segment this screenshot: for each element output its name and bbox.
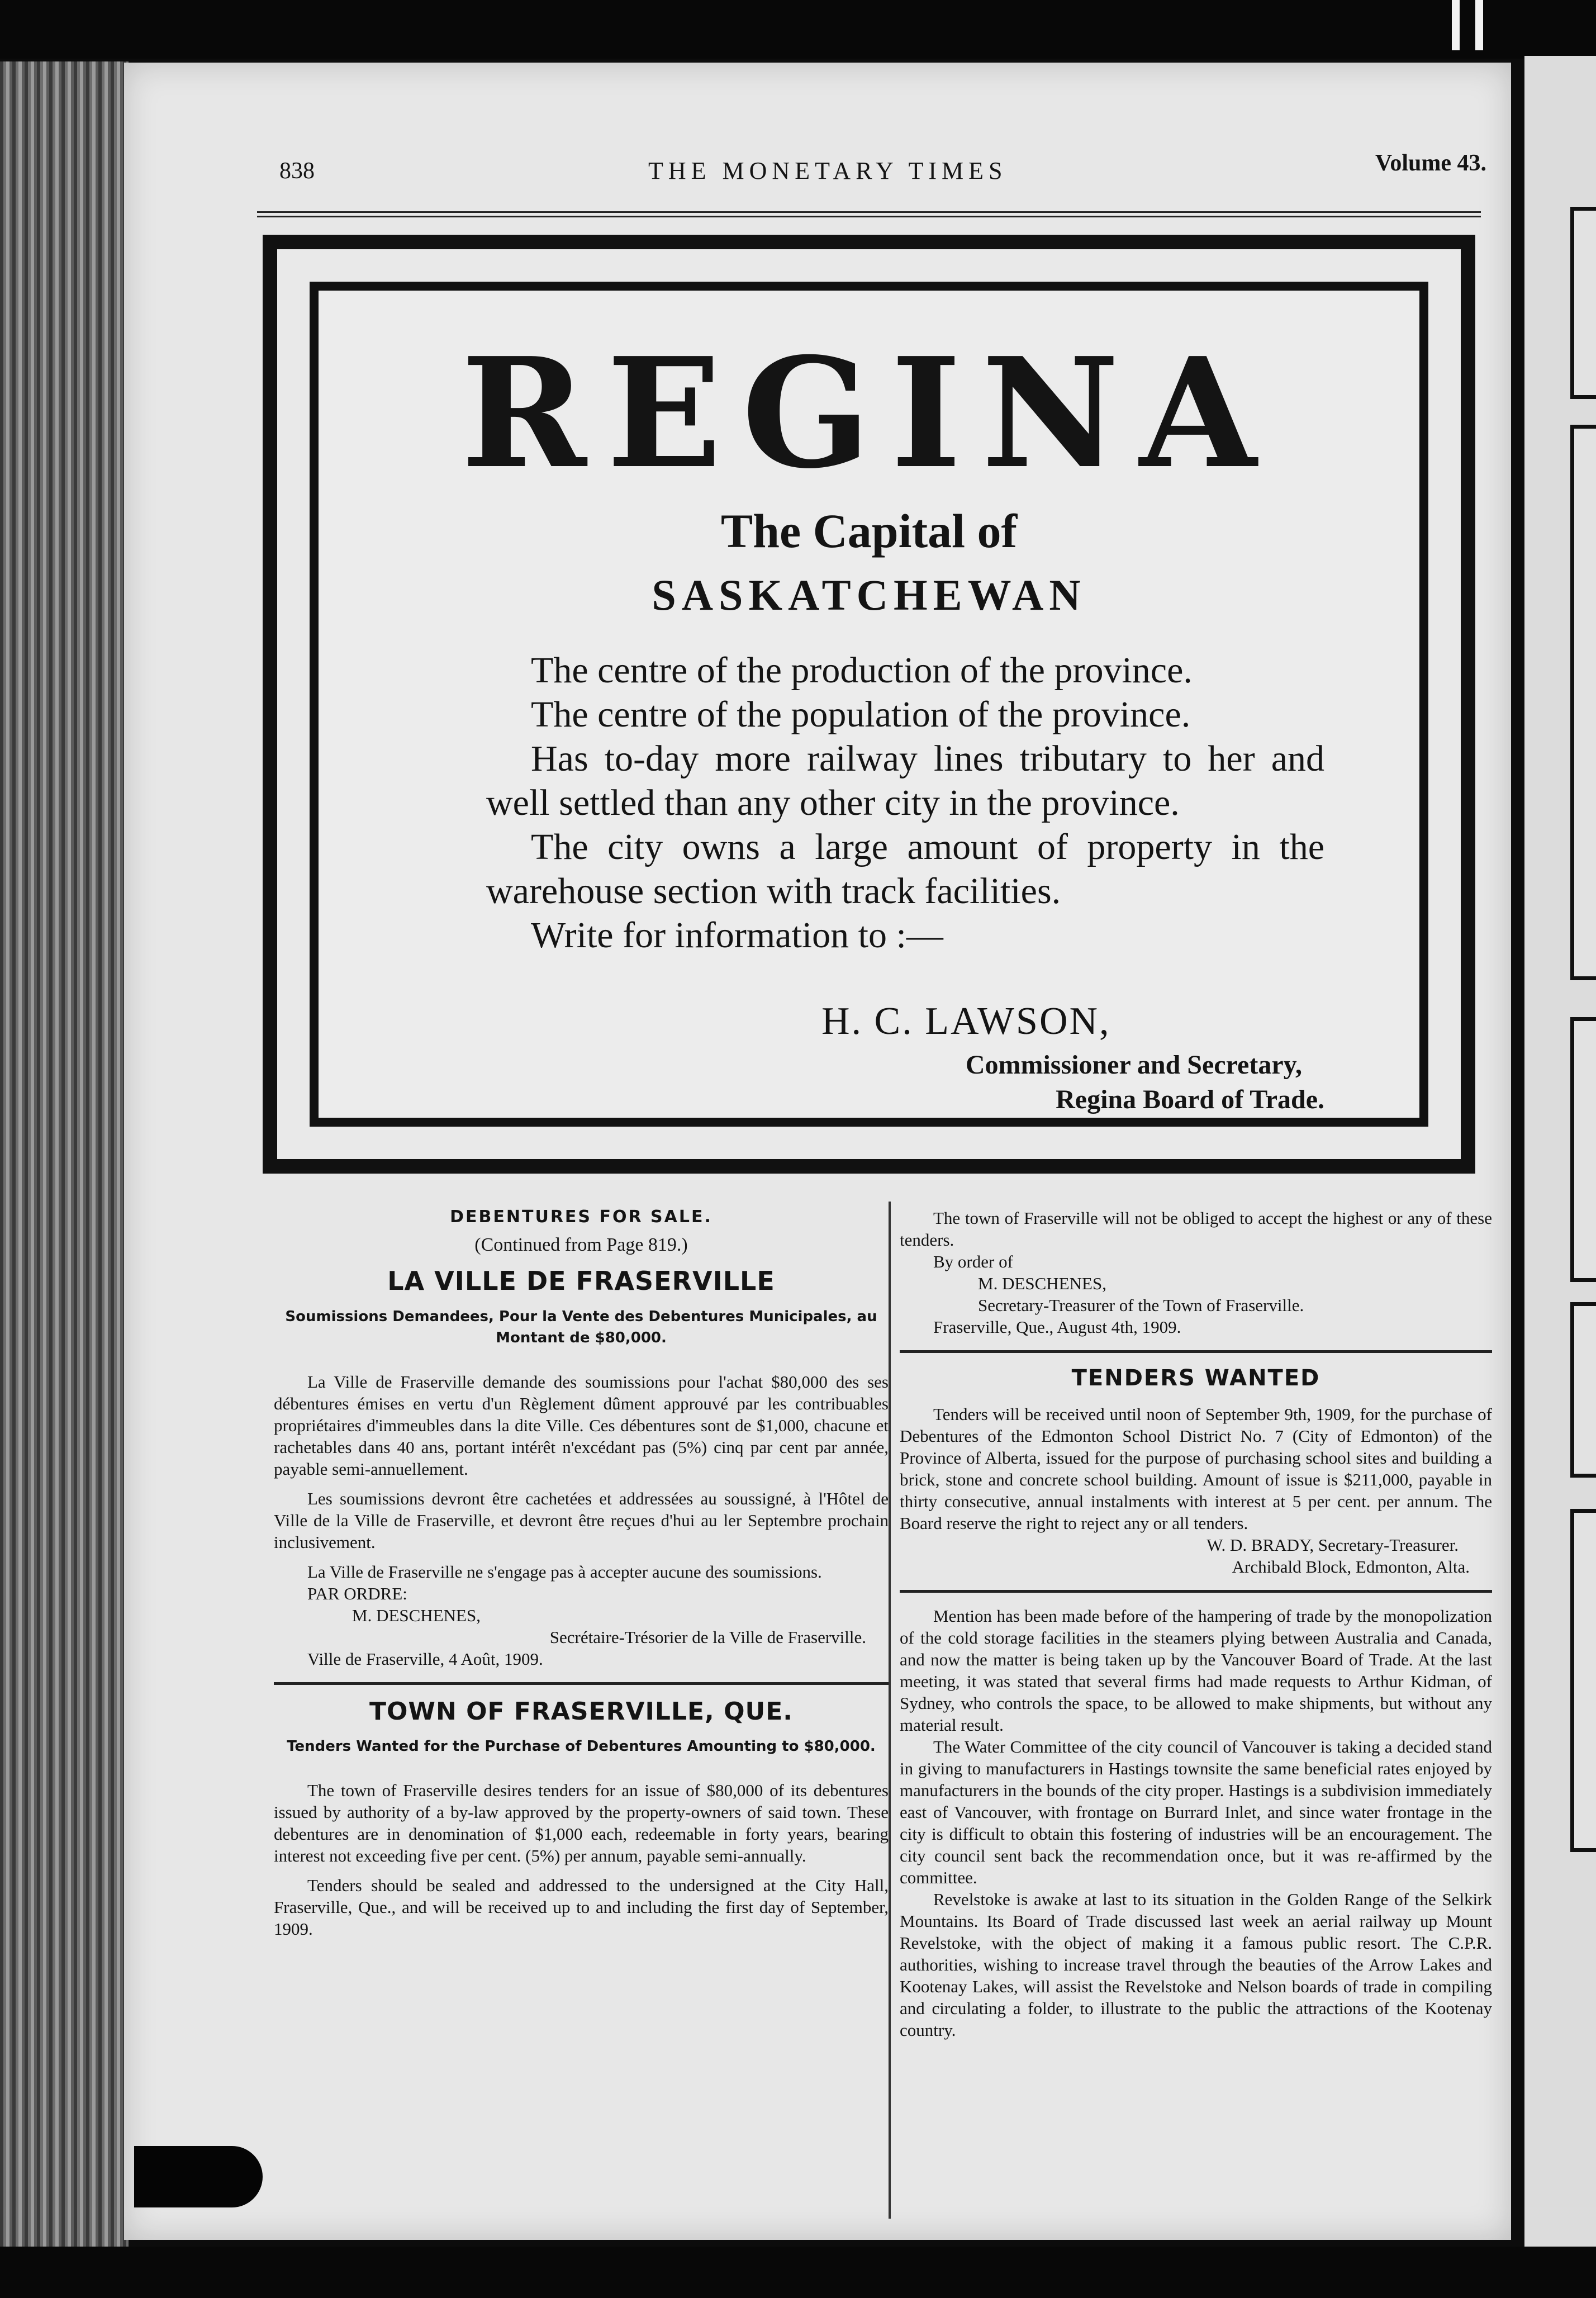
ville-signer-title: Secrétaire-Trésorier de la Ville de Fraserville. — [549, 1627, 866, 1647]
ville-dateline: Ville de Fraserville, 4 Août, 1909. — [307, 1649, 543, 1669]
column-divider — [889, 1202, 891, 2219]
page-number: 838 — [279, 158, 315, 184]
town-paragraph: Tenders should be sealed and addressed to the undersigned at the City Hall, Fraserville, Que., and will be received up to and including the first day of September, 1909. — [274, 1876, 889, 1939]
ad-body-line: Has to-day more railway lines tributary to her and well settled than any other city in the province. — [486, 738, 1324, 823]
town-signer: M. DESCHENES, — [978, 1274, 1106, 1293]
adjacent-page-box — [1570, 207, 1596, 399]
left-column — [274, 1207, 889, 2213]
ville-signer: M. DESCHENES, — [352, 1606, 481, 1625]
fraserville-continuation — [900, 1207, 1492, 1251]
adjacent-page-box — [1570, 1017, 1596, 1282]
right-column — [900, 1207, 1492, 2213]
adjacent-page-box — [1570, 1509, 1596, 1852]
ad-body-line: The city owns a large amount of property in the warehouse section with track facilities. — [486, 827, 1324, 911]
ad-body-line: The centre of the production of the province. — [531, 650, 1193, 691]
running-head — [279, 150, 1486, 194]
town-dateline: Fraserville, Que., August 4th, 1909. — [933, 1317, 1181, 1337]
ad-signature-title: Commissioner and Secretary, — [965, 1050, 1302, 1080]
news-paragraph: Revelstoke is awake at last to its situation in the Golden Range of the Selkirk Mountains. Its Board of Trade discussed last week an aerial railway up Mount Revelstoke, with the object of making it a famous public resort. The C.P.R. authorities, wishing to increase travel through the beauties of the Arrow Lakes and Kootenay Lakes, will assist the Revelstoke and Nelson boards of trade in compiling and circulating a folder, to illustrate to the public the attractions of the Kootenay country. — [900, 1889, 1492, 2040]
ad-province: SASKATCHEWAN — [652, 571, 1086, 619]
film-notch — [1452, 0, 1460, 50]
ville-paragraph: La Ville de Fraserville demande des soumissions pour l'achat $80,000 des ses débentures émises en vertu d'un Règlement dûment approuvé par les contribuables propriétaires d'immeubles dans la dite Ville. Ces débentures sont de $1,000, chacune et rachetables dans 40 ans, portant intérêt n'excédant pas (5%) cinq par cent par année, payable semi-annuellement. — [274, 1372, 889, 1479]
volume-label: Volume 43. — [1375, 150, 1486, 176]
tenders-text: Tenders will be received until noon of September 9th, 1909, for the purchase of Debentures of the Edmonton School District No. 7 (City of Edmonton) of the Province of Alberta, issued for the purpose of purchasing school sites and building a brick, stone and concrete school building. Amount of issue is $211,000, payable in thirty consecutive, annual instalments with interest at 5 per cent. per annum. The Board reserve the right to reject any or all tenders. — [900, 1404, 1492, 1533]
ad-signature-name: H. C. LAWSON, — [821, 1000, 1111, 1043]
section-rule — [900, 1590, 1492, 1593]
news-paragraph: The Water Committee of the city council of Vancouver is taking a decided stand in giving to manufacturers in Hastings townsite the same beneficial rates enjoyed by manufacturers in the bounds of the city proper. Hastings is a subdivision immediately east of Vancouver, with frontage on Burrard Inlet, and since water frontage in the city is difficult to obtain this fostering of industries will be an encouragement. The city council sent back the recommendation once, but it was re-affirmed by the committee. — [900, 1737, 1492, 1887]
section-rule — [900, 1350, 1492, 1353]
advertisement-inner-border — [310, 282, 1428, 1127]
book-spine — [0, 61, 129, 2275]
adjacent-page-box — [1570, 1302, 1596, 1478]
ad-body — [486, 648, 1324, 957]
section-rule — [274, 1682, 889, 1685]
film-frame-bottom — [0, 2247, 1596, 2298]
tenders-heading: TENDERS WANTED — [1071, 1365, 1320, 1391]
tenders-address: Archibald Block, Edmonton, Alta. — [1232, 1557, 1470, 1577]
film-frame-top — [0, 0, 1596, 59]
ad-body-line: Write for information to :— — [531, 915, 943, 956]
ville-paragraph: La Ville de Fraserville ne s'engage pas à accepter aucune des soumissions. — [307, 1562, 822, 1582]
news-items — [900, 1605, 1492, 2041]
ad-headline: REGINA — [461, 324, 1277, 502]
par-ordre: PAR ORDRE: — [307, 1584, 407, 1603]
town-paragraph: The town of Fraserville desires tenders for an issue of $80,000 of its debentures issued by authority of a by-law approved by the property-owners of said town. These debentures are in denomination of $1,000 each, redeemable in forty years, bearing interest not exceeding five per cent. (5%) per annum, payable semi-annually. — [274, 1781, 889, 1865]
ville-heading: LA VILLE DE FRASERVILLE — [387, 1266, 775, 1296]
tenders-body — [900, 1403, 1492, 1534]
ad-body-line: The centre of the population of the province. — [531, 694, 1191, 735]
adjacent-page-box — [1570, 425, 1596, 980]
ad-subhead: The Capital of — [720, 504, 1018, 558]
ville-subheading: Soumissions Demandees, Pour la Vente des Debentures Municipales, au Montant de $80,000. — [285, 1308, 877, 1346]
continuation-text: The town of Fraserville will not be obliged to accept the highest or any of these tenders. — [900, 1208, 1492, 1250]
town-subheading: Tenders Wanted for the Purchase of Debentures Amounting to $80,000. — [287, 1738, 876, 1755]
town-heading: TOWN OF FRASERVILLE, QUE. — [369, 1697, 793, 1726]
header-rule — [257, 211, 1481, 217]
ad-signature-organization: Regina Board of Trade. — [1056, 1085, 1324, 1114]
ville-notice-body — [274, 1371, 889, 1583]
debentures-heading: DEBENTURES FOR SALE. — [450, 1207, 712, 1227]
news-paragraph: Mention has been made before of the hampering of trade by the monopolization of the cold storage facilities in the steamers plying between Australia and Canada, and now the matter is being taken up by the Vancouver Board of Trade. At the last meeting, it was stated that several firms had made requests to Arthur Kidman, of Sydney, who controls the space, to be allowed to make shipments, but without any material result. — [900, 1606, 1492, 1735]
adjacent-page-edge — [1524, 56, 1596, 2252]
regina-advertisement — [263, 235, 1475, 1174]
town-notice-body — [274, 1779, 889, 1940]
tenders-signer: W. D. BRADY, Secretary-Treasurer. — [1206, 1535, 1459, 1555]
continued-note: (Continued from Page 819.) — [474, 1235, 688, 1255]
by-order: By order of — [933, 1252, 1013, 1271]
ville-paragraph: Les soumissions devront être cachetées et addressées au soussigné, à l'Hôtel de Ville de la Ville de Fraserville, et devront être reçues d'hui au ler Septembre prochain inclusivement. — [274, 1489, 889, 1552]
journal-title: THE MONETARY TIMES — [648, 157, 1008, 184]
film-notch — [1475, 0, 1483, 50]
town-signer-title: Secretary-Treasurer of the Town of Fraserville. — [978, 1295, 1304, 1315]
page-clip — [134, 2146, 263, 2207]
